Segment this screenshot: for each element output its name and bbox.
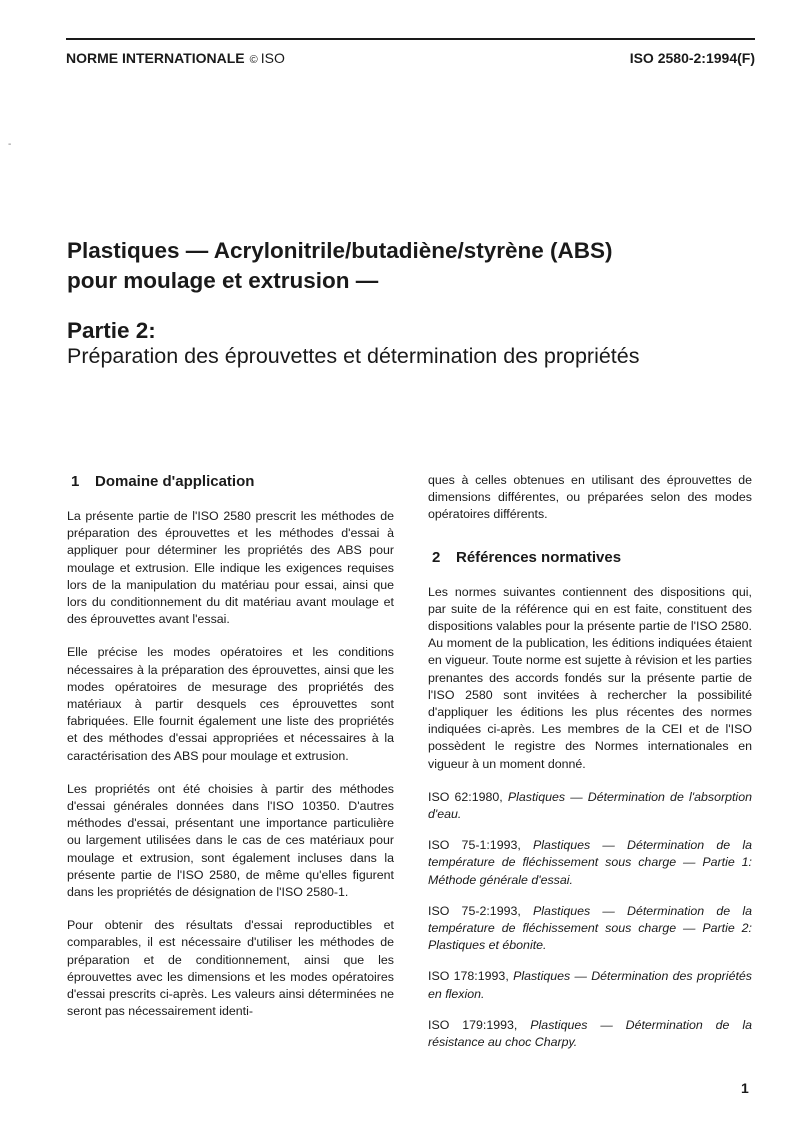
- reference-code: ISO 75-1:1993,: [428, 838, 521, 853]
- section-1-paragraph: Pour obtenir des résultats d'essai reproductibles et comparables, il est nécessaire d'utiliser les méthodes de préparation et de conditionnement, ainsi que les éprouvettes avec les dimensions et les modes opératoires d'essai prescrits ci-après. Les valeurs ainsi déterminées ne seront pas nécessairement identi-: [67, 918, 394, 1019]
- section-2-heading: [428, 548, 752, 568]
- section-1-paragraph: Les propriétés ont été choisies à partir des méthodes d'essai générales données dans l'ISO 10350. D'autres méthodes d'essai, présentant une importance particulière ou largement utilisées dans le cas de ces matériaux pour moulage et extrusion, sont également incluses dans la présente partie de l'ISO 2580, de même qu'elles figurent dans les propriétés de désignation de l'ISO 2580-1.: [67, 781, 394, 900]
- header-title: NORME INTERNATIONALE: [66, 50, 245, 66]
- section-1-heading: [67, 472, 394, 492]
- reference-item: [428, 968, 752, 1002]
- reference-title: Plastiques — Détermination de la température de fléchissement sous charge — Partie 1: Méthode générale d'essai.: [428, 838, 752, 887]
- margin-mark: -: [8, 139, 12, 150]
- section-2-number: 2: [432, 548, 441, 566]
- section-1-continuation: ques à celles obtenues en utilisant des éprouvettes de dimensions différentes, ou préparées selon des modes opératoires différents.: [428, 473, 752, 522]
- header-doc-number: ISO 2580-2:1994(F): [629, 50, 755, 66]
- reference-item: [428, 837, 752, 889]
- section-1-number: 1: [71, 473, 80, 490]
- section-1-paragraph: Elle précise les modes opératoires et les conditions nécessaires à la préparation des éprouvettes, ainsi que les modes opératoires de mesurage des propriétés des matériaux à partir desquels ces éprouvettes sont fabriquées. Elle fournit également une liste des propriétés et des méthodes d'essai appropriées et nécessaires à la caractérisation des ABS pour moulage et extrusion.: [67, 645, 394, 763]
- page-header: [66, 50, 755, 66]
- page-number: 1: [741, 1080, 749, 1096]
- reference-item: [428, 903, 752, 955]
- section-2-title: Références normatives: [456, 548, 622, 566]
- copyright-symbol: ©: [249, 54, 258, 66]
- reference-title: Plastiques — Détermination de l'absorption d'eau.: [428, 789, 752, 822]
- reference-code: ISO 62:1980,: [428, 789, 503, 804]
- section-1-title: Domaine d'application: [95, 473, 255, 490]
- reference-code: ISO 178:1993,: [428, 969, 509, 984]
- header-org: ISO: [260, 50, 285, 66]
- reference-code: ISO 179:1993,: [428, 1017, 518, 1032]
- section-1-paragraph: La présente partie de l'ISO 2580 prescrit les méthodes de préparation des éprouvettes et les méthodes d'essai à appliquer pour déterminer les propriétés des ABS pour moulage et extrusion. Elle indique les exigences requises lors de la manipulation du matériau pour essai, ainsi que lors du conditionnement du dit matériau avant moulage et des éprouvettes avant l'essai.: [67, 509, 394, 627]
- section-2-intro: Les normes suivantes contiennent des dispositions qui, par suite de la référence qui en est faite, constituent des dispositions valables pour la présente partie de l'ISO 2580. Au moment de la publication, les éditions indiquées étaient en vigueur. Toute norme est sujette à révision et les parties prenantes des accords fondés sur la présente partie de l'ISO 2580 sont invitées à rechercher la possibilité d'appliquer les éditions les plus récentes des normes indiquées ci-après. Les membres de la CEI et de l'ISO possèdent le registre des Normes internationales en vigueur à un moment donné.: [428, 584, 752, 771]
- reference-code: ISO 75-2:1993,: [428, 903, 521, 918]
- right-column: [428, 472, 752, 1065]
- reference-item: [428, 1017, 752, 1051]
- reference-item: [428, 789, 752, 823]
- title-line-1: Plastiques — Acrylonitrile/butadiène/styrène (ABS): [67, 238, 613, 263]
- part-title: Préparation des éprouvettes et détermination des propriétés: [67, 344, 640, 368]
- header-left: [66, 50, 285, 66]
- reference-title: Plastiques — Détermination de la température de fléchissement sous charge — Partie 2: Plastiques et ébonite.: [428, 903, 752, 953]
- reference-title: Plastiques — Détermination de la résistance au choc Charpy.: [428, 1017, 752, 1050]
- reference-title: Plastiques — Détermination des propriétés en flexion.: [428, 969, 752, 1001]
- document-title: [67, 236, 747, 296]
- title-line-2: pour moulage et extrusion —: [67, 268, 379, 293]
- header-rule: [66, 38, 755, 40]
- left-column: [67, 472, 394, 1036]
- part-label: Partie 2:: [67, 318, 156, 343]
